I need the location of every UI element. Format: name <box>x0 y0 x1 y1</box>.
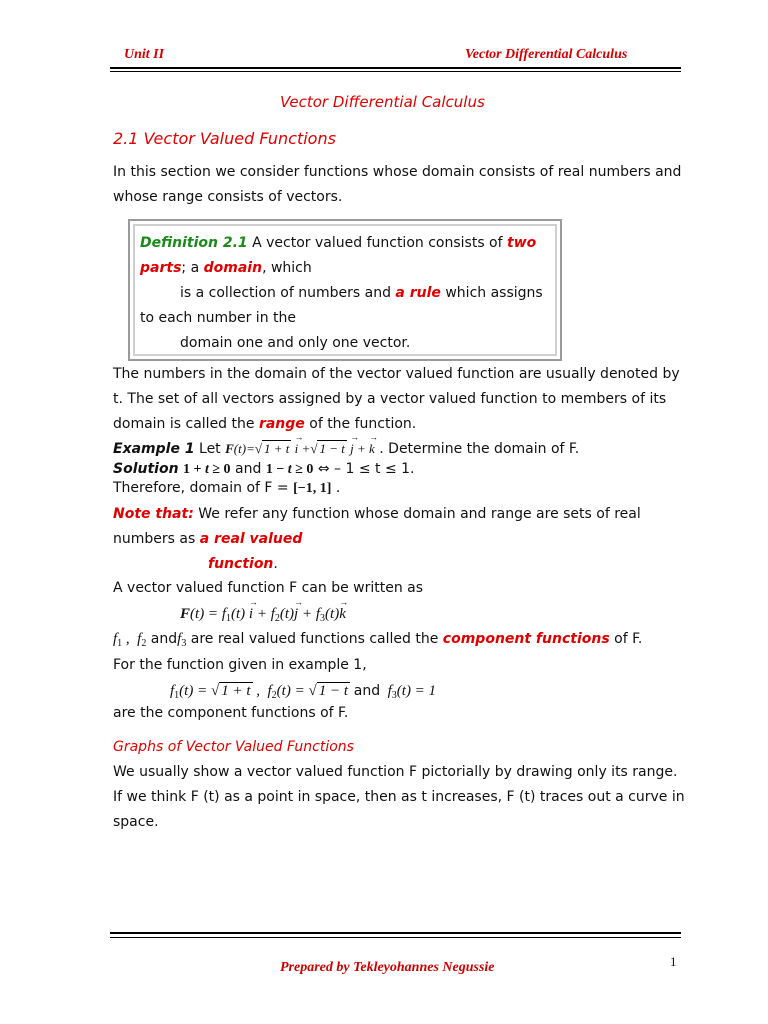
header-rule <box>110 67 681 69</box>
example-formula: F(t)=√ 1 + t → i +√ 1 − t → j + → k <box>225 441 375 456</box>
note-line-2: numbers as a real valued <box>113 531 303 547</box>
note-line-1: Note that: We refer any function whose domain and range are sets of real <box>113 506 641 522</box>
header-rule-thin <box>110 71 681 72</box>
real-valued-term: a real valued <box>199 531 303 547</box>
header-unit: Unit II <box>124 47 165 62</box>
definition-domain: domain <box>203 260 263 276</box>
definition-label: Definition 2.1 <box>140 235 248 251</box>
definition-line-5: domain one and only one vector. <box>180 335 411 351</box>
example-line: Example 1 Let F(t)=√ 1 + t → i +√ 1 − t → j + → k . Determine the domain of F. <box>113 441 579 457</box>
definition-line-3: is a collection of numbers and a rule which assigns <box>180 285 543 301</box>
f-symbols: $f_1$ , $f_2$ <box>113 631 147 649</box>
iff-symbol: ⇔ <box>317 461 330 477</box>
solution-label: Solution <box>113 461 179 477</box>
for-example-line: For the function given in example 1, <box>113 657 367 673</box>
para2-line-3: domain is called the range of the function. <box>113 416 417 432</box>
section-title: Vector Valued Functions <box>143 129 336 148</box>
therefore-line: Therefore, domain of F = [−1, 1] . <box>113 480 341 496</box>
section-number: 2.1 <box>113 129 139 148</box>
note-line-3: function. <box>208 556 278 572</box>
footer-rule <box>110 932 681 934</box>
solution-ineq-2: 1 − t ≥ 0 <box>265 462 314 477</box>
graphs-heading: Graphs of Vector Valued Functions <box>113 739 354 755</box>
section-heading <box>113 129 336 148</box>
example-label: Example 1 <box>113 441 195 457</box>
definition-line-2: parts; a domain, which <box>140 260 312 276</box>
header-chapter: Vector Differential Calculus <box>465 47 628 62</box>
para2-line-2: t. The set of all vectors assigned by a vector valued function to members of its <box>113 391 667 407</box>
graphs-line-2: If we think F (t) as a point in space, then as t increases, F (t) traces out a curve in <box>113 789 685 805</box>
vector-form-equation: $F(t) = f_1(t) \to i + f_2(t)\to j + f_3(t)\to k$ <box>180 606 346 624</box>
footer-rule-thin <box>110 937 681 938</box>
component-equations: $f_1(t)$ = √ 1 + t , $f_2(t)$ = √ 1 − t and $f_3(t) = 1$ <box>170 683 437 701</box>
note-label: Note that: <box>113 506 194 522</box>
vector-form-intro: A vector valued function F can be written as <box>113 580 424 596</box>
para2-line-1: The numbers in the domain of the vector valued function are usually denoted by <box>113 366 680 382</box>
footer-author: Prepared by Tekleyohannes Negussie <box>280 960 495 975</box>
definition-two: two <box>507 235 537 251</box>
solution-ineq-1: 1 + t ≥ 0 <box>183 462 231 477</box>
definition-line-1: Definition 2.1 A vector valued function consists of two <box>140 235 537 251</box>
graphs-line-1: We usually show a vector valued function F pictorially by drawing only its range. <box>113 764 678 780</box>
conclusion-line: are the component functions of F. <box>113 705 349 721</box>
intro-line-2: whose range consists of vectors. <box>113 189 343 205</box>
domain-interval: [−1, 1] <box>293 481 332 496</box>
range-term: range <box>258 416 305 432</box>
definition-line-4: to each number in the <box>140 310 296 326</box>
definition-rule: a rule <box>395 285 441 301</box>
component-functions-term: component functions <box>442 631 610 647</box>
intro-line-1: In this section we consider functions whose domain consists of real numbers and <box>113 164 682 180</box>
page-title: Vector Differential Calculus <box>280 93 485 111</box>
component-line: $f_1$ , $f_2$ andf$_3$ are real valued functions called the component functions of F. <box>113 631 643 649</box>
solution-line: Solution 1 + t ≥ 0 and 1 − t ≥ 0 ⇔ – 1 ≤ t ≤ 1. <box>113 461 415 477</box>
graphs-line-3: space. <box>113 814 159 830</box>
page-number: 1 <box>670 954 677 969</box>
